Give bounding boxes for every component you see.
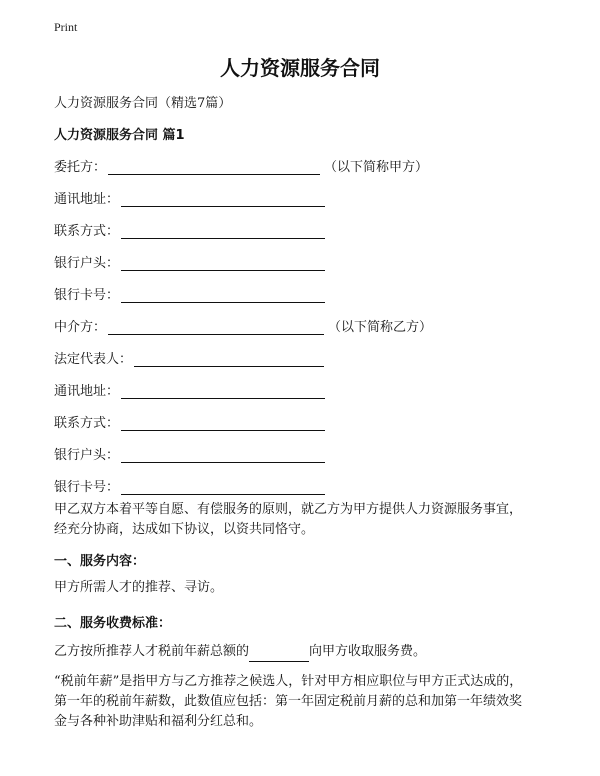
field-suffix: （以下简称乙方）: [328, 320, 433, 335]
fee-text-before: 乙方按所推荐人才税前年薪总额的: [54, 644, 250, 659]
field-b-bank-name: [54, 444, 325, 463]
field-label: 联系方式：: [54, 416, 120, 431]
a-bank-name-blank-line: [121, 256, 325, 271]
client-blank-line: [108, 160, 320, 175]
field-label: 联系方式：: [54, 224, 120, 239]
salary-line: 金与各种补助津贴和福利分红总和。: [54, 714, 263, 729]
b-bank-name-blank-line: [121, 448, 325, 463]
field-a-contact: [54, 220, 325, 239]
heading-fee-standard: 二、服务收费标准：: [54, 616, 172, 631]
print-link[interactable]: Print: [54, 20, 78, 34]
field-b-contact: [54, 412, 325, 431]
field-client: [54, 156, 428, 175]
b-contact-blank-line: [121, 416, 325, 431]
field-label: 中介方：: [54, 320, 107, 335]
field-label: 银行户头：: [54, 256, 120, 271]
field-label: 通讯地址：: [54, 192, 120, 207]
field-agent: [54, 316, 432, 335]
field-label: 委托方：: [54, 160, 107, 175]
field-label: 银行卡号：: [54, 480, 120, 495]
field-b-address: [54, 380, 325, 399]
intro-paragraph: [54, 500, 554, 540]
fee-text-after: 向甲方收取服务费。: [309, 644, 427, 659]
a-bank-card-blank-line: [121, 288, 325, 303]
fee-paragraph: [54, 642, 554, 662]
field-a-bank-name: [54, 252, 325, 271]
field-label: 法定代表人：: [54, 352, 133, 367]
page-title: 人力资源服务合同: [220, 56, 380, 80]
a-address-blank-line: [121, 192, 325, 207]
field-label: 通讯地址：: [54, 384, 120, 399]
agent-blank-line: [108, 320, 324, 335]
intro-line: 经充分协商，达成如下协议，以资共同恪守。: [54, 522, 315, 537]
salary-definition-paragraph: [54, 672, 554, 732]
salary-line: “税前年薪”是指甲方与乙方推荐之候选人，针对甲方相应职位与甲方正式达成的，: [54, 674, 523, 689]
legal-rep-blank-line: [134, 352, 324, 367]
b-address-blank-line: [121, 384, 325, 399]
field-legal-rep: [54, 348, 324, 367]
document-subtitle: 人力资源服务合同（精选7篇）: [54, 96, 232, 111]
field-a-bank-card: [54, 284, 325, 303]
field-label: 银行卡号：: [54, 288, 120, 303]
intro-line: 甲乙双方本着平等自愿、有偿服务的原则，就乙方为甲方提供人力资源服务事宜，: [54, 502, 523, 517]
field-suffix: （以下简称甲方）: [324, 160, 429, 175]
field-a-address: [54, 188, 325, 207]
a-contact-blank-line: [121, 224, 325, 239]
fee-blank-line: [249, 649, 309, 662]
field-b-bank-card: [54, 476, 325, 495]
field-label: 银行户头：: [54, 448, 120, 463]
salary-line: 第一年的税前年薪数，此数值应包括：第一年固定税前月薪的总和加第一年绩效奖: [54, 694, 523, 709]
heading-service-content: 一、服务内容：: [54, 554, 146, 569]
section-title: 人力资源服务合同 篇1: [54, 128, 185, 143]
b-bank-card-blank-line: [121, 480, 325, 495]
service-content-text: 甲方所需人才的推荐、寻访。: [54, 580, 224, 595]
